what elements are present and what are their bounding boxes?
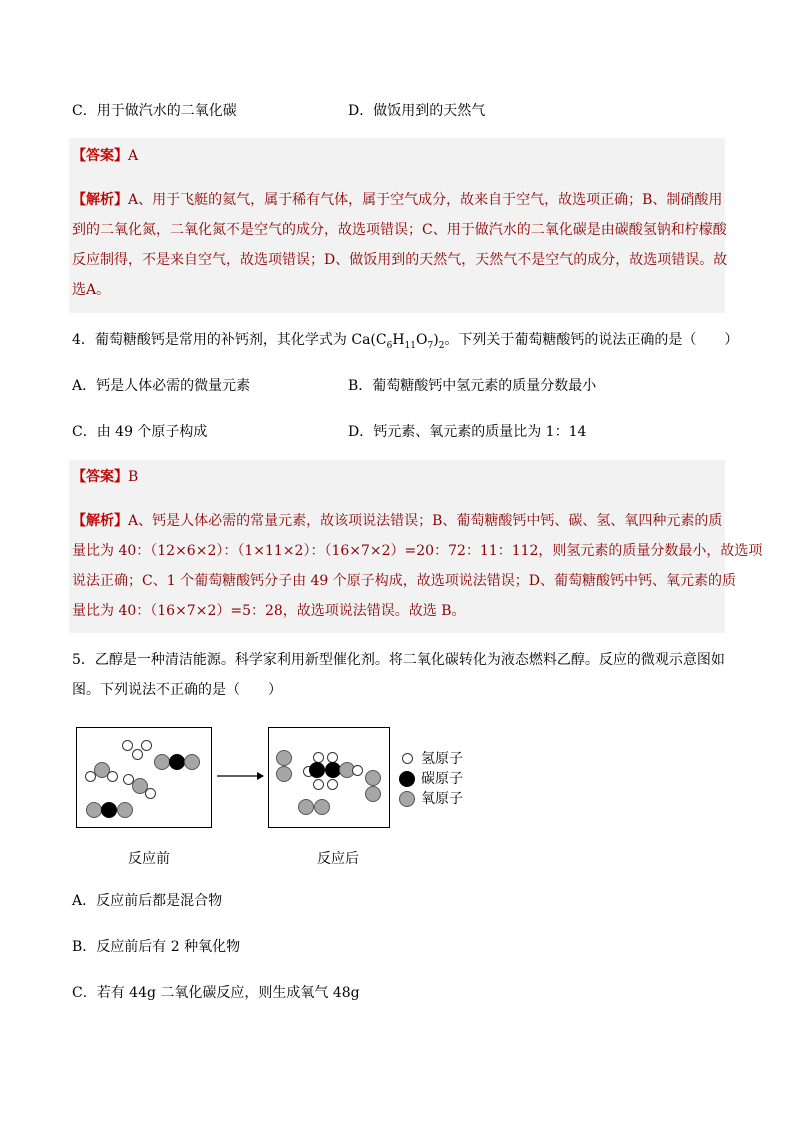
q4-option-a: A．钙是人体必需的微量元素 bbox=[72, 378, 251, 394]
q4-answer-box bbox=[69, 460, 763, 633]
subscript: 6 bbox=[386, 340, 393, 351]
diagram-before-box bbox=[76, 727, 212, 828]
subscript: 2 bbox=[438, 340, 445, 351]
q3-analysis-line-3: 反应制得，不是来自空气，故选项错误；D、做饭用到的天然气，天然气不是空气的成分，故选项错误。故 bbox=[72, 252, 728, 268]
q4-stem bbox=[72, 330, 738, 356]
q4-analysis-line-1 bbox=[72, 511, 722, 531]
hydrogen-atom bbox=[327, 779, 338, 790]
q4-analysis-line-4: 量比为 40：（16×7×2）=5：28，故选项说法错误。故选 B。 bbox=[72, 603, 466, 619]
stem-text: O bbox=[416, 332, 428, 348]
q3-answer bbox=[72, 146, 138, 166]
oxygen-atom bbox=[86, 802, 102, 818]
q3-analysis-line-2: 到的二氧化氮，二氧化氮不是空气的成分，故选项错误；C、用于做汽水的二氧化碳是由碳酸氢钠和柠檬酸 bbox=[72, 222, 727, 238]
hydrogen-atom bbox=[122, 740, 133, 751]
reaction-arrow bbox=[215, 769, 265, 783]
hydrogen-atom bbox=[145, 788, 156, 799]
caption-after: 反应后 bbox=[317, 851, 359, 867]
hydrogen-atom bbox=[132, 749, 143, 760]
q4-answer bbox=[72, 467, 138, 487]
carbon-atom bbox=[101, 802, 117, 818]
oxygen-icon bbox=[399, 791, 415, 807]
hydrogen-atom bbox=[107, 771, 118, 782]
oxygen-atom bbox=[298, 799, 314, 815]
stem-text: H bbox=[392, 332, 405, 348]
hydrogen-icon bbox=[402, 753, 413, 764]
oxygen-atom bbox=[365, 770, 381, 786]
subscript: 11 bbox=[404, 340, 416, 351]
q3-option-d: D．做饭用到的天然气 bbox=[348, 103, 486, 119]
q3-option-c: C．用于做汽水的二氧化碳 bbox=[72, 103, 237, 119]
subscript: 7 bbox=[427, 340, 434, 351]
analysis-tag: 【解析】 bbox=[72, 192, 128, 208]
answer-value: A bbox=[128, 148, 139, 164]
legend-label: 碳原子 bbox=[421, 771, 463, 787]
carbon-atom bbox=[169, 754, 185, 770]
analysis-text: A、用于飞艇的氦气，属于稀有气体，属于空气成分，故来自于空气，故选项正确；B、制硝酸用 bbox=[128, 192, 723, 208]
q4-analysis-line-3: 说法正确；C、1 个葡萄糖酸钙分子由 49 个原子构成，故选项说法错误；D、葡萄糖酸钙中钙、氧元素的质 bbox=[72, 573, 737, 589]
oxygen-atom bbox=[276, 750, 292, 766]
q3-analysis-line-4: 选A。 bbox=[72, 282, 111, 298]
q4-analysis-line-2: 量比为 40：（12×6×2）：（1×11×2）：（16×7×2）=20：72：11：112，则氢元素的质量分数最小，故选项 bbox=[72, 543, 763, 559]
answer-tag: 【答案】 bbox=[72, 469, 128, 485]
stem-text: ) bbox=[433, 332, 439, 348]
carbon-atom bbox=[309, 762, 325, 778]
answer-value: B bbox=[128, 469, 139, 485]
oxygen-atom bbox=[365, 786, 381, 802]
q5-stem-line-1: 5．乙醇是一种清洁能源。科学家利用新型催化剂。将二氧化碳转化为液态燃料乙醇。反应的微观示意图如 bbox=[72, 652, 725, 668]
q4-option-d: D．钙元素、氧元素的质量比为 1：14 bbox=[348, 424, 587, 440]
q3-analysis-line-1 bbox=[72, 190, 722, 210]
hydrogen-atom bbox=[313, 779, 324, 790]
diagram-after-box bbox=[268, 727, 390, 828]
analysis-text: A、钙是人体必需的常量元素，故该项说法错误；B、葡萄糖酸钙中钙、碳、氢、氧四种元素的质 bbox=[128, 513, 723, 529]
answer-tag: 【答案】 bbox=[72, 148, 128, 164]
oxygen-atom bbox=[117, 802, 133, 818]
q4-option-b: B．葡萄糖酸钙中氢元素的质量分数最小 bbox=[348, 378, 597, 394]
analysis-tag: 【解析】 bbox=[72, 513, 128, 529]
oxygen-atom bbox=[154, 754, 170, 770]
q5-option-b: B．反应前后有 2 种氧化物 bbox=[72, 939, 241, 955]
oxygen-atom bbox=[276, 766, 292, 782]
legend-label: 氢原子 bbox=[421, 751, 463, 767]
q4-option-c: C．由 49 个原子构成 bbox=[72, 424, 208, 440]
stem-text: 。下列关于葡萄糖酸钙的说法正确的是（ ） bbox=[444, 332, 739, 348]
hydrogen-atom bbox=[141, 740, 152, 751]
oxygen-atom bbox=[314, 799, 330, 815]
carbon-icon bbox=[399, 771, 415, 787]
q5-option-a: A．反应前后都是混合物 bbox=[72, 893, 223, 909]
legend-label: 氧原子 bbox=[421, 791, 463, 807]
q5-stem-line-2: 图。下列说法不正确的是（ ） bbox=[72, 682, 282, 698]
q3-answer-box bbox=[69, 138, 728, 313]
caption-before: 反应前 bbox=[128, 851, 170, 867]
hydrogen-atom bbox=[352, 765, 363, 776]
oxygen-atom bbox=[184, 754, 200, 770]
stem-text: 4．葡萄糖酸钙是常用的补钙剂，其化学式为 Ca(C bbox=[72, 332, 387, 348]
q5-option-c: C．若有 44g 二氧化碳反应，则生成氧气 48g bbox=[72, 985, 360, 1001]
